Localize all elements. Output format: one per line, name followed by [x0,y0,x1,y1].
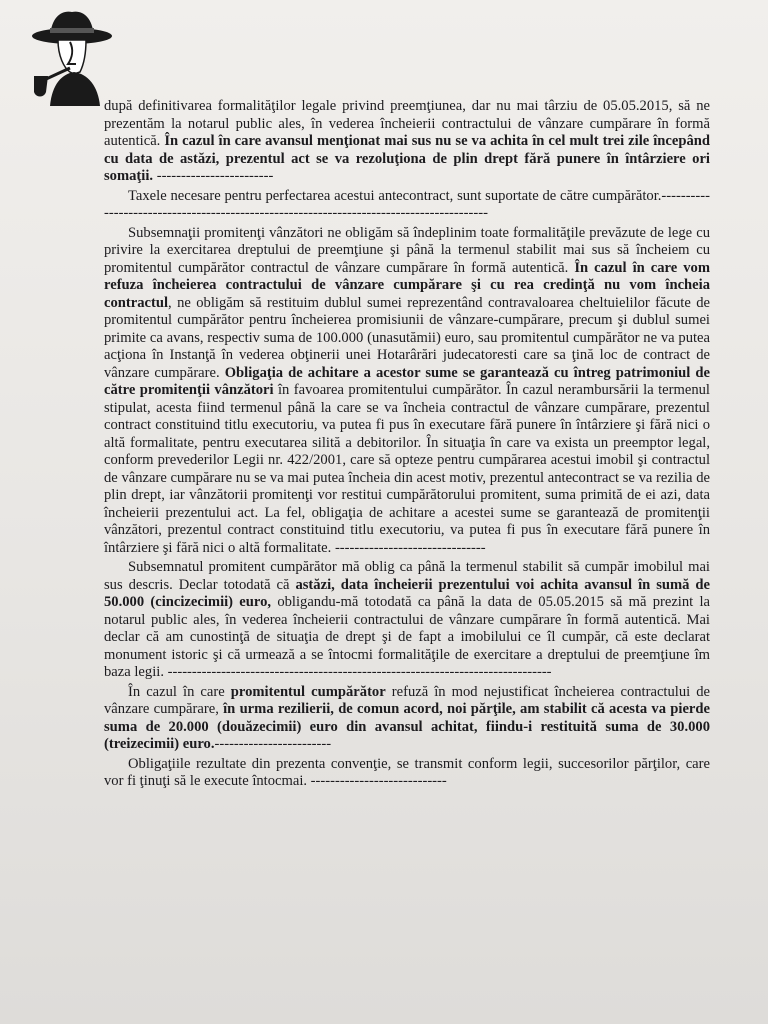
text-run: refuză în mod nejustificat încheierea contractului de vânzare cumpărare, [104,683,711,717]
bold-run: În cazul în care avansul menţionat mai sus nu se va achita în cel mult trei zile începând cu data de astăzi, prezentul act se va rezoluţiona de plin drept fără punere în întârziere ori somaţii. [104,133,710,184]
bold-run: promitentul cumpărător [230,683,386,700]
bold-run: Obligaţia de achitare a acestor sume se garantează cu întreg patrimoniul de către promitenţii vânzători [104,364,710,398]
paragraph-6: Obligaţiile rezultate din prezenta convenţie, se transmit conform legii, succesorilor părţilor, care vor fi ţinuţi să le execute întocmai. ---------------------------- [104,755,710,789]
text-run: În cazul în care [128,683,231,700]
document-body [104,98,710,791]
paragraph-4 [104,559,710,682]
text-run: în favoarea promitentului cumpărător. În cazul nerambursării la termenul stipulat, acesta fiind termenul până la care se va încheia contractul de vânzare cumpărare, prezentul contract constituind titlu executoriu, va putea fi pus în executare fără punere în întârziere şi fără nici o altă formalitate, pentru executarea silită a debitorilor. În situaţia în care va exista un preemptor legal, conform prevederilor Legii nr. 422/2001, care să opteze pentru cumpărarea acestui imobil şi contractul de vânzare cumpărare nu se va mai putea încheia din acest motiv, prezentul antecontract se va rezilia de plin drept, iar vânzătorii promitenţi vor restitui cumpărătorului promitent, suma primită de ei azi, data încheierii prezentului act. La fel, obligaţia de achitare a acestei sume se garantează de promitenţii vânzători, prezentul contract constituind titlu executoriu, va putea fi pus în executare fără punere în întârziere şi fără nici o altă formalitate. ------------------------------- [104,382,710,556]
paragraph-2: Taxele necesare pentru perfectarea acestui antecontract, sunt suportate de către cumpărător.----------------------------------------------------------------------------------------- [104,187,710,221]
text-run: ------------------------ [214,736,332,752]
text-run: , ne obligăm să restituim dublul sumei reprezentând contravaloarea cheltuielilor făcute de promitentul cumpărător pentru încheierea promisiunii de vânzare-cumpărare, precum şi dublul sumei primite ca avans, respectiv suma de 100.000 (unasutămii) euro, sau promitentul cumpărător ne va putea acţiona în Instanţă în vederea obţinerii unei Hotarârări judecatoresti care sa ţină loc de contract de vânzare cumpărare. [104,294,710,381]
paragraph-5 [104,684,710,754]
text-run: Subsemnaţii promitenţi vânzători ne obligăm să îndeplinim toate formalităţile prevăzute de lege cu privire la exercitarea dreptului de preemţiune şi până la termenul stabilit mai sus să încheiem cu promitentul cumpărător contractul de vânzare cumpărare în formă autentică. [104,224,710,276]
bold-run: astăzi, data încheierii prezentului voi achita avansul în sumă de 50.000 (cincizecimii) euro, [104,576,710,610]
text-run: ------------------------ [153,168,274,184]
paragraph-3 [104,225,710,558]
bold-run: în urma rezilierii, de comun acord, noi părţile, am stabilit că acesta va pierde suma de 20.000 (douăzecimii) euro din avansul achitat, fiindu-i restituită suma de 30.000 (treizecimii) euro. [104,701,710,752]
text-run: Subsemnatul promitent cumpărător mă oblig ca până la termenul stabilit să cumpăr imobilul mai sus descris. Declar totodată că [104,559,710,593]
text-run: după definitivarea formalităţilor legale privind preemţiunea, dar nu mai târziu de 05.05.2015, să ne prezentăm la notarul public ales, în vederea încheierii contractului de vânzare cumpărare în formă autentică. [104,98,710,149]
detective-pipe-icon [14,6,114,106]
paragraph-1 [104,98,710,186]
bold-run: În cazul în care vom refuza încheierea contractului de vânzare cumpărare şi cu rea credinţă nu vom încheia contractul [104,259,711,311]
text-run: obligandu-mă totodată ca până la data de 05.05.2015 să mă prezint la notarul public ales, în vederea încheierii contractului de vânzare cumpărare în formă autentică. Mai declar că am cunostinţă de situaţia de drept şi de fapt a imobilului ce îl cumpăr, că este declarat monument istoric şi că urmează a se întocmi formalităţile de exercitare a dreptului de preemţiune îm baza legii. ------------------------------------------------------------------------------- [104,594,711,680]
